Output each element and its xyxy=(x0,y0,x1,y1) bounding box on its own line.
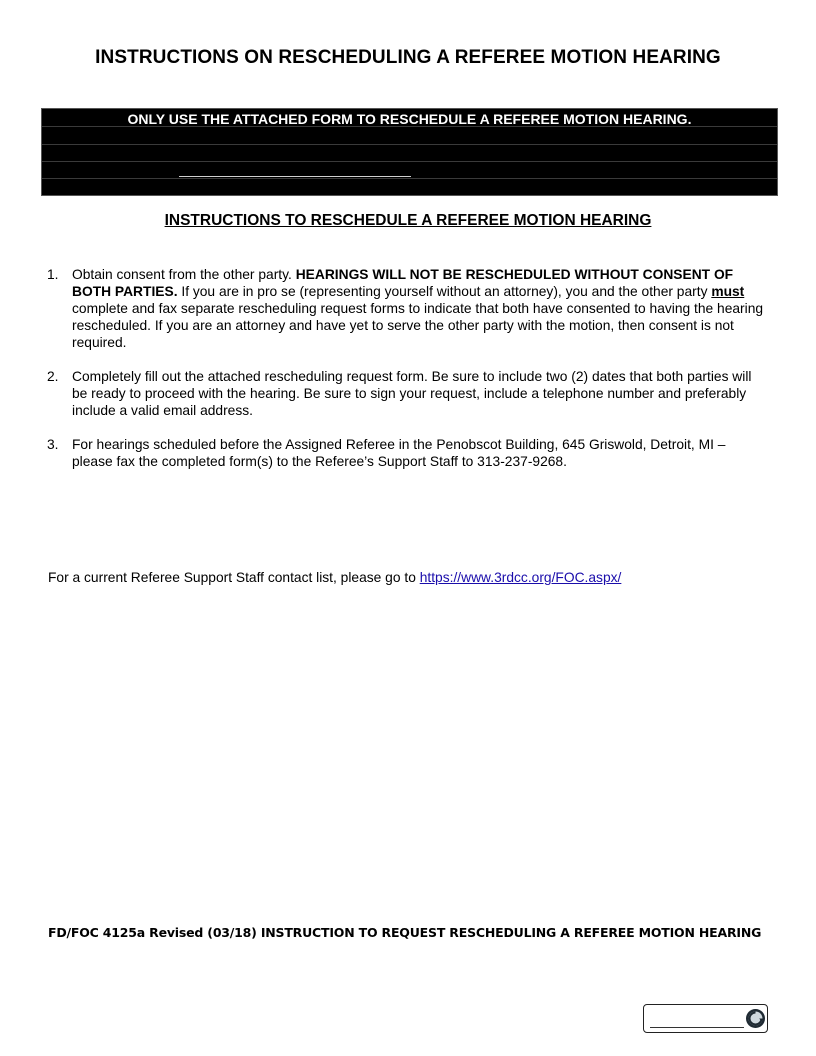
list-number: 1. xyxy=(47,267,59,282)
list-text: Completely fill out the attached rescheduling request form. Be sure to include two (2) dates that both parties will be ready to proceed with the hearing. Be sure to sign your request, include a telephone number and preferably include a valid email address. xyxy=(72,369,752,418)
reset-form-button[interactable] xyxy=(643,1004,768,1033)
list-number: 2. xyxy=(47,369,59,384)
list-number: 3. xyxy=(47,437,59,452)
item-emphasis: must xyxy=(711,284,745,299)
contact-list-link[interactable]: https://www.3rdcc.org/FOC.aspx/ xyxy=(419,570,622,585)
page-title: INSTRUCTIONS ON RESCHEDULING A REFEREE MOTION HEARING xyxy=(95,47,721,68)
banner-rule xyxy=(42,178,777,179)
list-item xyxy=(47,368,767,419)
list-text xyxy=(72,266,767,351)
contact-text: For a current Referee Support Staff contact list, please go to xyxy=(48,570,420,585)
item-text: If you are in pro se (representing yourself without an attorney), you and the other party xyxy=(177,284,712,299)
list-item xyxy=(47,266,767,351)
notice-banner-text: ONLY USE THE ATTACHED FORM TO RESCHEDULE A REFEREE MOTION HEARING. xyxy=(127,111,692,127)
contact-line xyxy=(48,570,621,585)
notice-banner xyxy=(41,108,778,196)
banner-rule xyxy=(42,161,777,162)
field-line xyxy=(650,1027,744,1028)
form-footer: FD/FOC 4125a Revised (03/18) INSTRUCTION TO REQUEST RESCHEDULING A REFEREE MOTION HEARING xyxy=(48,925,762,940)
instruction-list xyxy=(47,266,767,487)
item-text: Obtain consent from the other party. xyxy=(72,267,296,282)
item-text: complete and fax separate rescheduling request forms to indicate that both have consented to having the hearing rescheduled. If you are an attorney and have yet to serve the other party with the motion, then consent is not required. xyxy=(72,301,764,350)
blank-field-line xyxy=(179,176,411,177)
item-warning: HEARINGS WILL NOT BE RESCHEDULED WITHOUT CONSENT OF BOTH PARTIES. xyxy=(72,267,734,299)
banner-rule xyxy=(42,144,777,145)
list-text: For hearings scheduled before the Assigned Referee in the Penobscot Building, 645 Griswold, Detroit, MI – please fax the completed form(s) to the Referee’s Support Staff to 313-237-9268. xyxy=(72,437,726,469)
refresh-icon xyxy=(745,1008,766,1029)
section-heading: INSTRUCTIONS TO RESCHEDULE A REFEREE MOTION HEARING xyxy=(164,212,652,229)
list-item xyxy=(47,436,767,470)
